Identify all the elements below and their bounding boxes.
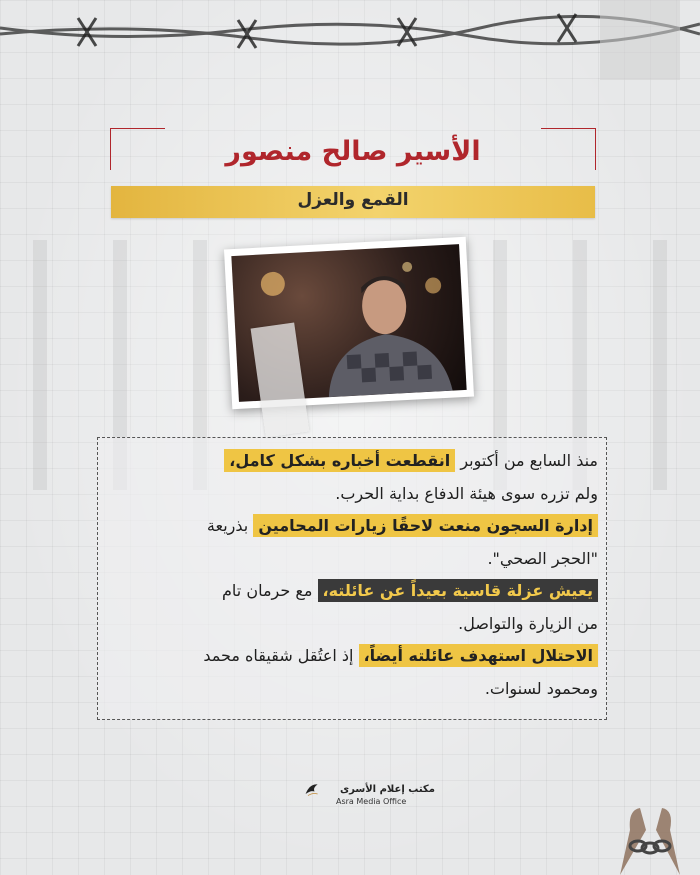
body-text bbox=[106, 445, 598, 705]
logo-bird-icon bbox=[304, 770, 340, 810]
body-line-2: ولم تزره سوى هيئة الدفاع بداية الحرب. bbox=[335, 483, 598, 503]
body-line-7 bbox=[106, 640, 598, 673]
line5-highlight: يعيش عزلة قاسية بعيداً عن عائلته، bbox=[318, 579, 599, 602]
frame-line-left bbox=[110, 128, 165, 129]
body-line-3 bbox=[106, 510, 598, 543]
line3-text: بذريعة bbox=[206, 516, 249, 535]
subtitle: القمع والعزل bbox=[297, 190, 409, 210]
logo-english: Asra Media Office bbox=[336, 797, 407, 806]
page-title: الأسير صالح منصور bbox=[225, 136, 481, 167]
body-line-1 bbox=[106, 445, 598, 478]
line1-text: منذ السابع من أكتوبر bbox=[460, 451, 598, 470]
frame-line-right bbox=[541, 128, 596, 129]
line7-text: إذ اعتُقل شقيقاه محمد bbox=[203, 646, 354, 665]
line1-highlight: انقطعت أخباره بشكل كامل، bbox=[224, 449, 455, 472]
title-frame bbox=[110, 128, 596, 188]
barbed-wire-icon bbox=[0, 0, 700, 95]
line3-highlight: إدارة السجون منعت لاحقًا زيارات المحامين bbox=[253, 514, 598, 537]
body-line-4: "الحجر الصحي". bbox=[487, 548, 598, 568]
logo-arabic: مكتب إعلام الأسرى bbox=[340, 784, 435, 795]
body-line-6: من الزيارة والتواصل. bbox=[458, 613, 598, 633]
body-line-5 bbox=[106, 575, 598, 608]
chained-hands-icon bbox=[600, 760, 700, 875]
subtitle-banner bbox=[111, 186, 595, 218]
body-line-8: ومحمود لسنوات. bbox=[484, 678, 598, 698]
line7-highlight: الاحتلال استهدف عائلته أيضاً، bbox=[359, 644, 598, 667]
line5-text: مع حرمان تام bbox=[222, 581, 313, 600]
